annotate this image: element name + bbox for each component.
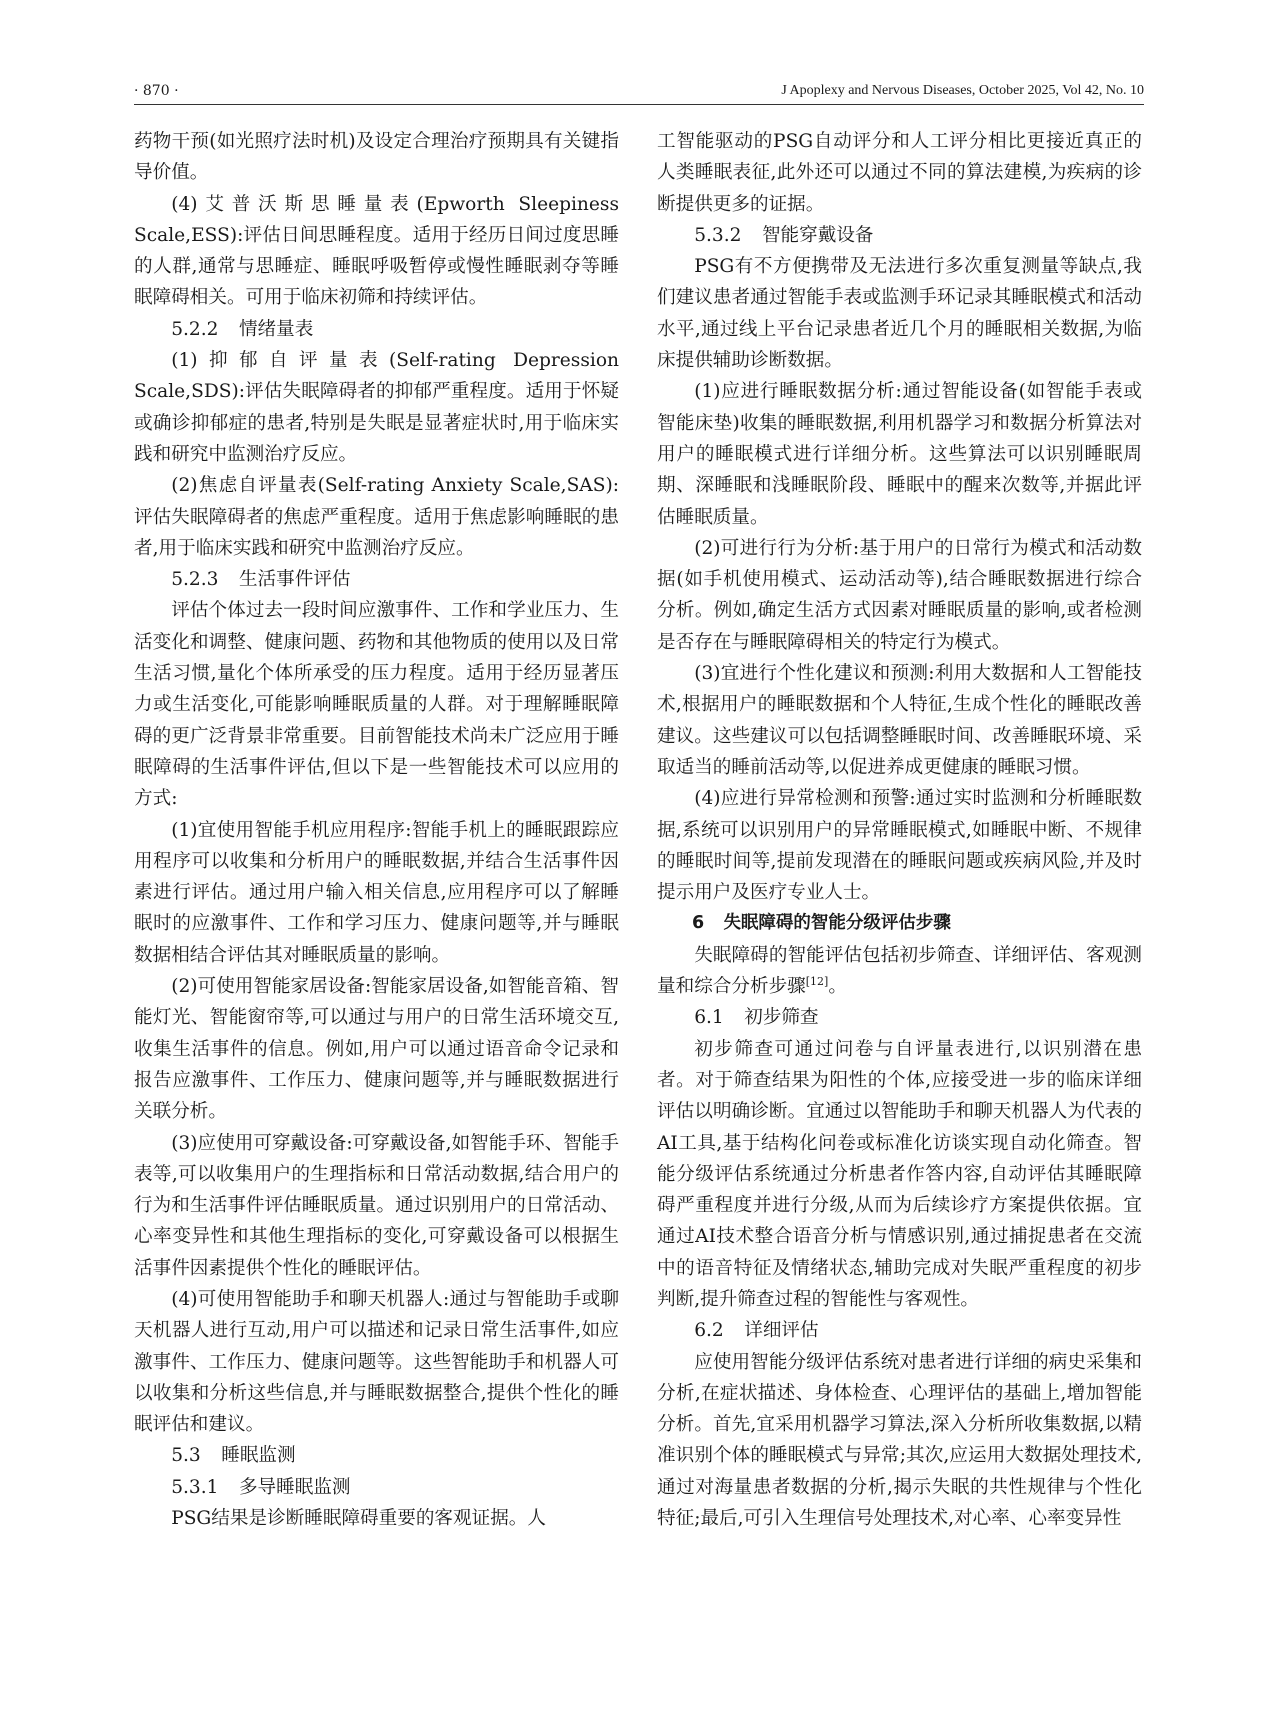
- section-number: 5.2.2: [171, 318, 219, 340]
- section-heading-5-3-1: [134, 1472, 619, 1503]
- paragraph: (1)抑郁自评量表(Self-rating Depression Scale,SDS):评估失眠障碍者的抑郁严重程度。适用于怀疑或确诊抑郁症的患者,特别是失眠是显著症状时,用于临床实践和研究中监测治疗反应。: [134, 350, 619, 465]
- paragraph: (2)可使用智能家居设备:智能家居设备,如智能音箱、智能灯光、智能窗帘等,可以通过与用户的日常生活环境交互,收集生活事件的信息。例如,用户可以通过语音命令记录和报告应激事件、工作压力、健康问题等,并与睡眠数据进行关联分析。: [134, 976, 619, 1123]
- section-number: 5.3.1: [171, 1476, 219, 1498]
- paragraph: 初步筛查可通过问卷与自评量表进行,以识别潜在患者。对于筛查结果为阳性的个体,应接受进一步的临床详细评估以明确诊断。宜通过以智能助手和聊天机器人为代表的AI工具,基于结构化问卷或标准化访谈实现自动化筛查。智能分级评估系统通过分析患者作答内容,自动评估其睡眠障碍严重程度并进行分级,从而为后续诊疗方案提供依据。宜通过AI技术整合语音分析与情感识别,通过捕捉患者在交流中的语音特征及情绪状态,辅助完成对失眠严重程度的初步判断,提升筛查过程的智能性与客观性。: [657, 1038, 1142, 1310]
- paragraph: (4)可使用智能助手和聊天机器人:通过与智能助手或聊天机器人进行互动,用户可以描述和记录日常生活事件,如应激事件、工作压力、健康问题等。这些智能助手和机器人可以收集和分析这些信息,并与睡眠数据整合,提供个性化的睡眠评估和建议。: [134, 1288, 619, 1436]
- section-heading-5-3: [134, 1440, 619, 1471]
- running-header: [134, 80, 1144, 102]
- header-rule: [134, 104, 1144, 105]
- paragraph: (4)应进行异常检测和预警:通过实时监测和分析睡眠数据,系统可以识别用户的异常睡眠模式,如睡眠中断、不规律的睡眠时间等,提前发现潜在的睡眠问题或疾病风险,并及时提示用户及医疗专业人士。: [657, 788, 1142, 904]
- section-title: 失眠障碍的智能分级评估步骤: [723, 913, 951, 934]
- paragraph: 药物干预(如光照疗法时机)及设定合理治疗预期具有关键指导价值。: [134, 131, 619, 184]
- paragraph: (1)应进行睡眠数据分析:通过智能设备(如智能手表或智能床垫)收集的睡眠数据,利用机器学习和数据分析算法对用户的睡眠模式进行详细分析。这些算法可以识别睡眠周期、深睡眠和浅睡眠阶段、睡眠中的醒来次数等,并据此评估睡眠质量。: [657, 381, 1142, 528]
- journal-citation: J Apoplexy and Nervous Diseases, October 2025, Vol 42, No. 10: [781, 83, 1144, 98]
- right-column: [657, 126, 1142, 1534]
- paragraph-end: 。: [828, 976, 847, 998]
- paragraph: (4)艾普沃斯思睡量表(Epworth Sleepiness Scale,ESS):评估日间思睡程度。适用于经历日间过度思睡的人群,通常与思睡症、睡眠呼吸暂停或慢性睡眠剥夺等睡眠障碍相关。可用于临床初筛和持续评估。: [134, 193, 619, 309]
- paragraph: (3)宜进行个性化建议和预测:利用大数据和人工智能技术,根据用户的睡眠数据和个人特征,生成个性化的睡眠改善建议。这些建议可以包括调整睡眠时间、改善睡眠环境、采取适当的睡前活动等,以促进养成更健康的睡眠习惯。: [657, 663, 1142, 778]
- paragraph: (2)可进行行为分析:基于用户的日常行为模式和活动数据(如手机使用模式、运动活动等),结合睡眠数据进行综合分析。例如,确定生活方式因素对睡眠质量的影响,或者检测是否存在与睡眠障碍相关的特定行为模式。: [657, 537, 1142, 653]
- paragraph-text: 失眠障碍的智能评估包括初步筛查、详细评估、客观测量和综合分析步骤: [657, 944, 1142, 998]
- paragraph: (2)焦虑自评量表(Self-rating Anxiety Scale,SAS):评估失眠障碍者的焦虑严重程度。适用于焦虑影响睡眠的患者,用于临床实践和研究中监测治疗反应。: [134, 475, 619, 559]
- section-number: 5.3.2: [694, 224, 742, 246]
- section-title: 初步筛查: [744, 1007, 819, 1029]
- section-number: 6.2: [694, 1320, 724, 1342]
- left-column: [134, 126, 619, 1534]
- section-title: 智能穿戴设备: [761, 224, 874, 246]
- section-number: 5.3: [171, 1445, 201, 1467]
- section-heading-5-2-3: [134, 564, 619, 595]
- section-title: 详细评估: [744, 1320, 819, 1342]
- paragraph: 应使用智能分级评估系统对患者进行详细的病史采集和分析,在症状描述、身体检查、心理评估的基础上,增加智能分析。首先,宜采用机器学习算法,深入分析所收集数据,以精准识别个体的睡眠模式与异常;其次,应运用大数据处理技术,通过对海量患者数据的分析,揭示失眠的共性规律与个性化特征;最后,可引入生理信号处理技术,对心率、心率变异性: [657, 1351, 1142, 1530]
- section-heading-5-3-2: [657, 220, 1142, 251]
- paragraph: 工智能驱动的PSG自动评分和人工评分相比更接近真正的人类睡眠表征,此外还可以通过不同的算法建模,为疾病的诊断提供更多的证据。: [657, 131, 1142, 215]
- section-title: 情绪量表: [238, 318, 314, 340]
- section-number: 6: [692, 913, 705, 934]
- page-number: · 870 ·: [134, 83, 179, 99]
- paragraph: PSG有不方便携带及无法进行多次重复测量等缺点,我们建议患者通过智能手表或监测手环记录其睡眠模式和活动水平,通过线上平台记录患者近几个月的睡眠相关数据,为临床提供辅助诊断数据。: [657, 256, 1142, 372]
- paragraph: (3)应使用可穿戴设备:可穿戴设备,如智能手环、智能手表等,可以收集用户的生理指标和日常活动数据,结合用户的行为和生活事件评估睡眠质量。通过识别用户的日常活动、心率变异性和其他生理指标的变化,可穿戴设备可以根据生活事件因素提供个性化的睡眠评估。: [134, 1132, 619, 1279]
- section-number: 5.2.3: [171, 569, 219, 591]
- paragraph: PSG结果是诊断睡眠障碍重要的客观证据。人: [171, 1508, 546, 1530]
- section-title: 生活事件评估: [238, 569, 351, 591]
- paragraph: [657, 940, 1142, 1003]
- paragraph: (1)宜使用智能手机应用程序:智能手机上的睡眠跟踪应用程序可以收集和分析用户的睡眠数据,并结合生活事件因素进行评估。通过用户输入相关信息,应用程序可以了解睡眠时的应激事件、工作和学习压力、健康问题等,并与睡眠数据相结合评估其对睡眠质量的影响。: [134, 819, 619, 966]
- section-title: 睡眠监测: [221, 1445, 296, 1467]
- paragraph: 评估个体过去一段时间应激事件、工作和学业压力、生活变化和调整、健康问题、药物和其他物质的使用以及日常生活习惯,量化个体所承受的压力程度。适用于经历显著压力或生活变化,可能影响睡眠质量的人群。对于理解睡眠障碍的更广泛背景非常重要。目前智能技术尚未广泛应用于睡眠障碍的生活事件评估,但以下是一些智能技术可以应用的方式:: [134, 600, 619, 810]
- section-heading-6: [657, 908, 1142, 939]
- section-heading-5-2-2: [134, 314, 619, 345]
- section-heading-6-2: [657, 1315, 1142, 1346]
- section-heading-6-1: [657, 1002, 1142, 1033]
- section-title: 多导睡眠监测: [238, 1476, 351, 1498]
- section-number: 6.1: [694, 1007, 724, 1029]
- citation-ref[interactable]: [12]: [805, 974, 829, 988]
